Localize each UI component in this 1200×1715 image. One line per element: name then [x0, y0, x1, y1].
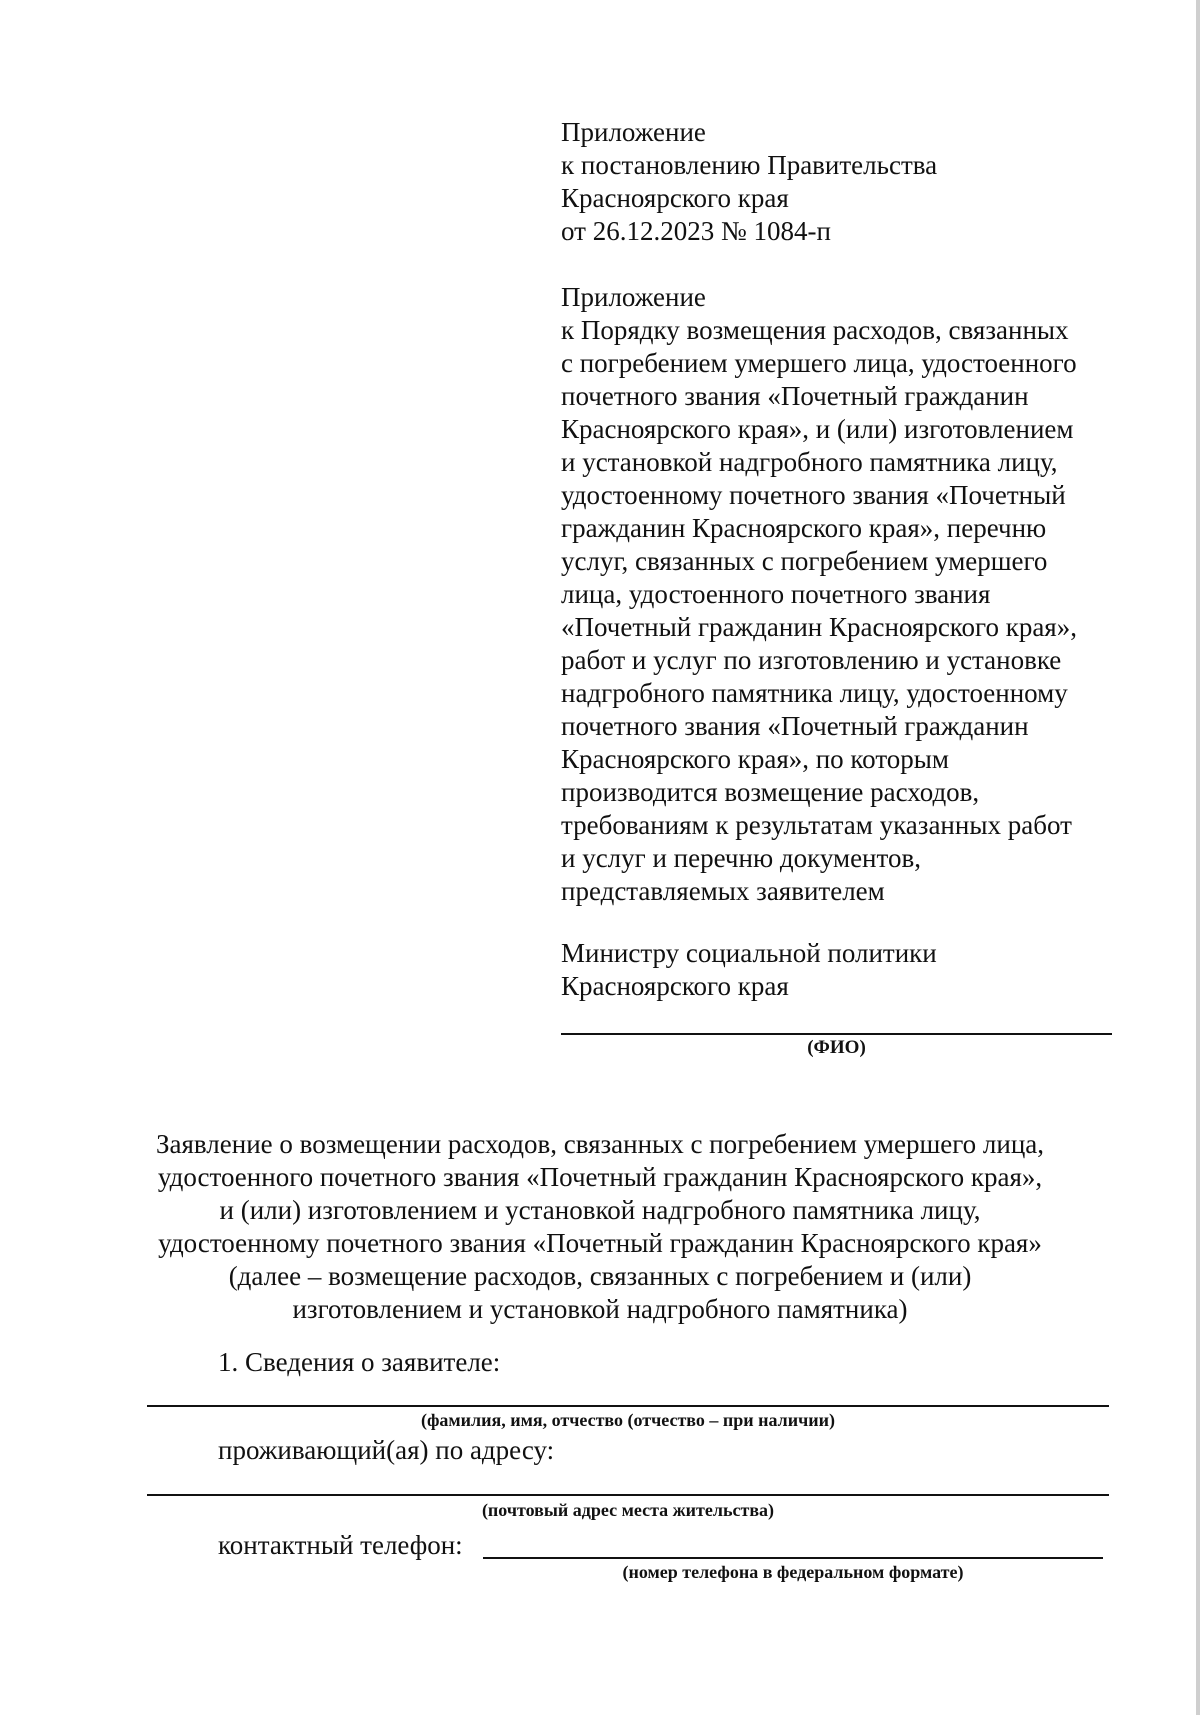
annex-2-line: Красноярского края», по которым	[561, 744, 949, 774]
annex-2-line: и установкой надгробного памятника лицу,	[561, 447, 1058, 477]
annex-1-line: Красноярского края	[561, 183, 789, 213]
annex-1-line: от 26.12.2023 № 1084-п	[561, 216, 831, 246]
annex-2-line: с погребением умершего лица, удостоенного	[561, 348, 1077, 378]
statement-title-line: (далее – возмещение расходов, связанных с погребением и (или)	[228, 1261, 972, 1291]
addressee-line: Министру социальной политики	[561, 938, 937, 968]
annex-2-line: Приложение	[561, 282, 706, 312]
section-heading: 1. Сведения о заявителе:	[218, 1347, 501, 1377]
statement-title	[60, 1128, 1140, 1326]
statement-title-line: Заявление о возмещении расходов, связанных с погребением умершего лица,	[155, 1129, 1045, 1159]
annex-2-line: работ и услуг по изготовлению и установке	[561, 645, 1062, 675]
annex-1-line: к постановлению Правительства	[561, 150, 938, 180]
annex-2-line: почетного звания «Почетный гражданин	[561, 381, 1029, 411]
address-caption: (почтовый адрес места жительства)	[481, 1500, 775, 1520]
page-edge	[1196, 0, 1200, 1715]
annex-1-line: Приложение	[561, 117, 706, 147]
annex-2-line: представляемых заявителем	[561, 876, 885, 906]
annex-2-line: лица, удостоенного почетного звания	[561, 579, 991, 609]
statement-title-line: и (или) изготовлением и установкой надгробного памятника лицу,	[219, 1195, 981, 1225]
statement-title-line: удостоенного почетного звания «Почетный гражданин Красноярского края»,	[157, 1162, 1043, 1192]
fio-fill-line[interactable]	[561, 1033, 1112, 1035]
phone-fill-line[interactable]	[483, 1557, 1103, 1559]
address-fill-line[interactable]	[147, 1494, 1109, 1496]
annex-2-line: услуг, связанных с погребением умершего	[561, 546, 1048, 576]
statement-title-line: удостоенному почетного звания «Почетный гражданин Красноярского края»	[158, 1228, 1042, 1258]
annex-2-line: надгробного памятника лицу, удостоенному	[561, 678, 1068, 708]
annex-2-line: Красноярского края», и (или) изготовлением	[561, 414, 1074, 444]
applicant-name-fill-line[interactable]	[147, 1405, 1109, 1407]
annex-2-line: почетного звания «Почетный гражданин	[561, 711, 1029, 741]
annex-2-line: и услуг и перечню документов,	[561, 843, 921, 873]
residing-label: проживающий(ая) по адресу:	[218, 1435, 555, 1465]
annex-2-line: производится возмещение расходов,	[561, 777, 980, 807]
annex-header-2	[561, 281, 1077, 908]
phone-label: контактный телефон:	[218, 1530, 463, 1560]
addressee-block	[561, 937, 937, 1003]
annex-2-line: «Почетный гражданин Красноярского края»,	[561, 612, 1077, 642]
addressee-line: Красноярского края	[561, 971, 789, 1001]
annex-2-line: к Порядку возмещения расходов, связанных	[561, 315, 1069, 345]
applicant-name-caption: (фамилия, имя, отчество (отчество – при наличии)	[420, 1410, 836, 1430]
fio-caption: (ФИО)	[807, 1037, 866, 1058]
annex-2-line: требованиям к результатам указанных работ	[561, 810, 1072, 840]
annex-2-line: удостоенному почетного звания «Почетный	[561, 480, 1066, 510]
annex-2-line: гражданин Красноярского края», перечню	[561, 513, 1047, 543]
annex-header-1	[561, 116, 937, 248]
phone-caption: (номер телефона в федеральном формате)	[622, 1562, 964, 1582]
statement-title-line: изготовлением и установкой надгробного памятника)	[292, 1294, 908, 1324]
